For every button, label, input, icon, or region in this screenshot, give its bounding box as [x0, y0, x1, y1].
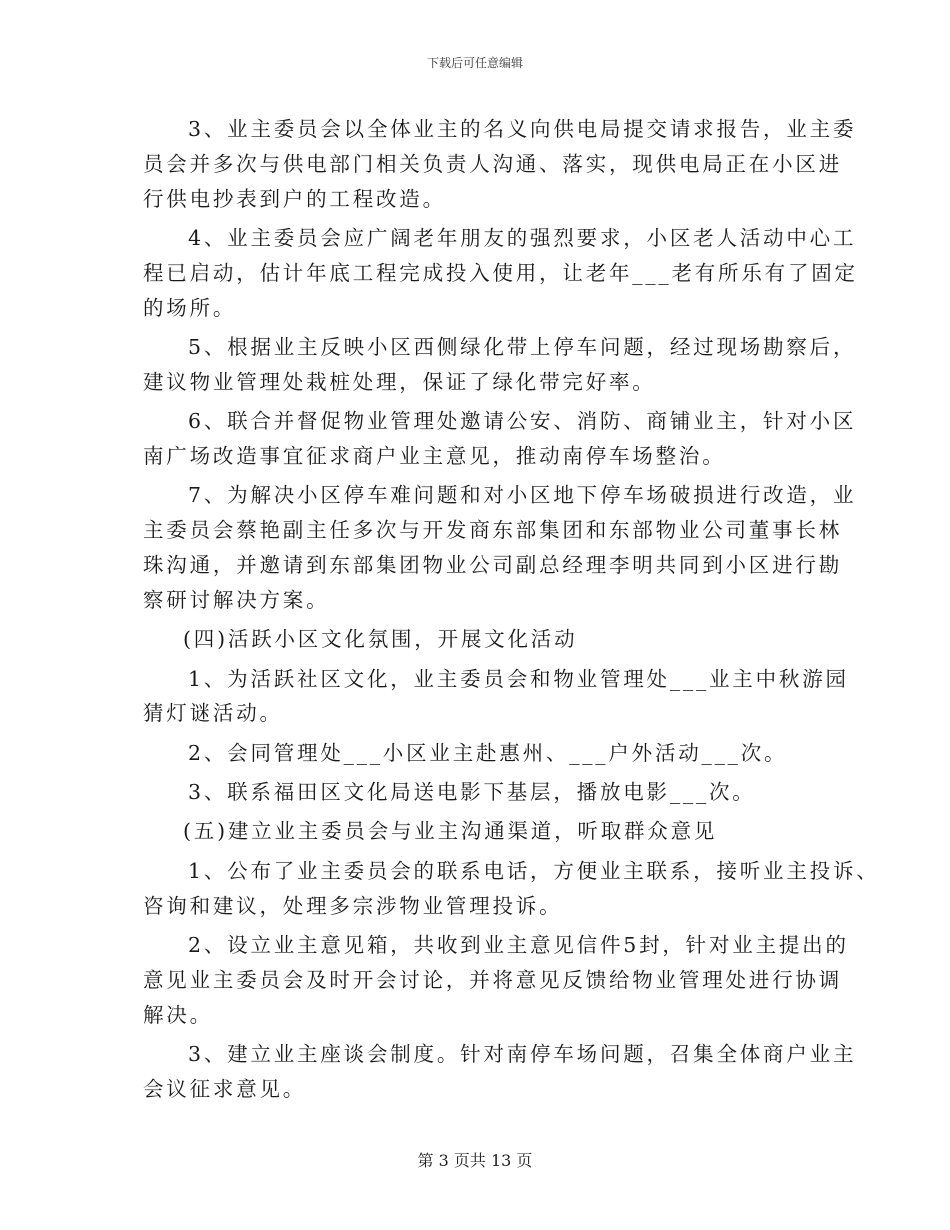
paragraph-line: 主委员会蔡艳副主任多次与开发商东部集团和东部物业公司董事长林: [143, 518, 842, 543]
paragraph-line: 1、公布了业主委员会的联系电话，方便业主联系，接听业主投诉、: [188, 858, 880, 883]
paragraph-line: 4、业主委员会应广阔老年朋友的强烈要求，小区老人活动中心工: [188, 225, 857, 250]
section-heading: (四)活跃小区文化氛围，开展文化活动: [183, 627, 578, 652]
section-heading: (五)建立业主委员会与业主沟通渠道，听取群众意见: [183, 819, 718, 844]
paragraph-line: 员会并多次与供电部门相关负责人沟通、落实，现供电局正在小区进: [143, 151, 842, 176]
paragraph-line: 咨询和建议，处理多宗涉物业管理投诉。: [143, 893, 563, 918]
paragraph-line: 3、建立业主座谈会制度。针对南停车场问题，召集全体商户业主: [188, 1042, 857, 1067]
paragraph-line: 的场所。: [143, 295, 237, 320]
paragraph-line: 6、联合并督促物业管理处邀请公安、消防、商铺业主，针对小区: [188, 409, 857, 434]
paragraph-line: 解决。: [143, 1002, 213, 1027]
paragraph-line: 5、根据业主反映小区西侧绿化带上停车问题，经过现场勘察后，: [188, 334, 857, 359]
paragraph-line: 会议征求意见。: [143, 1076, 307, 1101]
paragraph-line: 建议物业管理处栽桩处理，保证了绿化带完好率。: [143, 369, 656, 394]
paragraph-line: 南广场改造事宜征求商户业主意见，推动南停车场整治。: [143, 443, 726, 468]
paragraph-line: 珠沟通，并邀请到东部集团物业公司副总经理李明共同到小区进行勘: [143, 552, 842, 577]
paragraph-line: 1、为活跃社区文化，业主委员会和物业管理处___业主中秋游园: [188, 666, 849, 691]
document-body: [143, 112, 880, 1107]
paragraph-line: 2、会同管理处___小区业主赴惠州、___户外活动___次。: [188, 740, 788, 765]
paragraph-line: 3、联系福田区文化局送电影下基层，播放电影___次。: [188, 780, 756, 805]
paragraph-line: 3、业主委员会以全体业主的名义向供电局提交请求报告，业主委: [188, 117, 857, 141]
paragraph-line: 7、为解决小区停车难问题和对小区地下停车场破损进行改造，业: [188, 483, 857, 508]
page-number-footer: 第 3 页共 13 页: [417, 1151, 533, 1170]
paragraph-line: 行供电抄表到户的工程改造。: [143, 186, 446, 211]
paragraph-line: 猜灯谜活动。: [143, 701, 283, 726]
paragraph-line: 程已启动，估计年底工程完成投入使用，让老年___老有所乐有了固定: [143, 260, 858, 285]
paragraph-line: 2、设立业主意见箱，共收到业主意见信件5封，针对业主提出的: [188, 933, 849, 958]
paragraph-line: 察研讨解决方案。: [143, 587, 330, 612]
page-header: 下载后可任意编辑: [426, 56, 523, 70]
paragraph-line: 意见业主委员会及时开会讨论，并将意见反馈给物业管理处进行协调: [143, 967, 842, 992]
